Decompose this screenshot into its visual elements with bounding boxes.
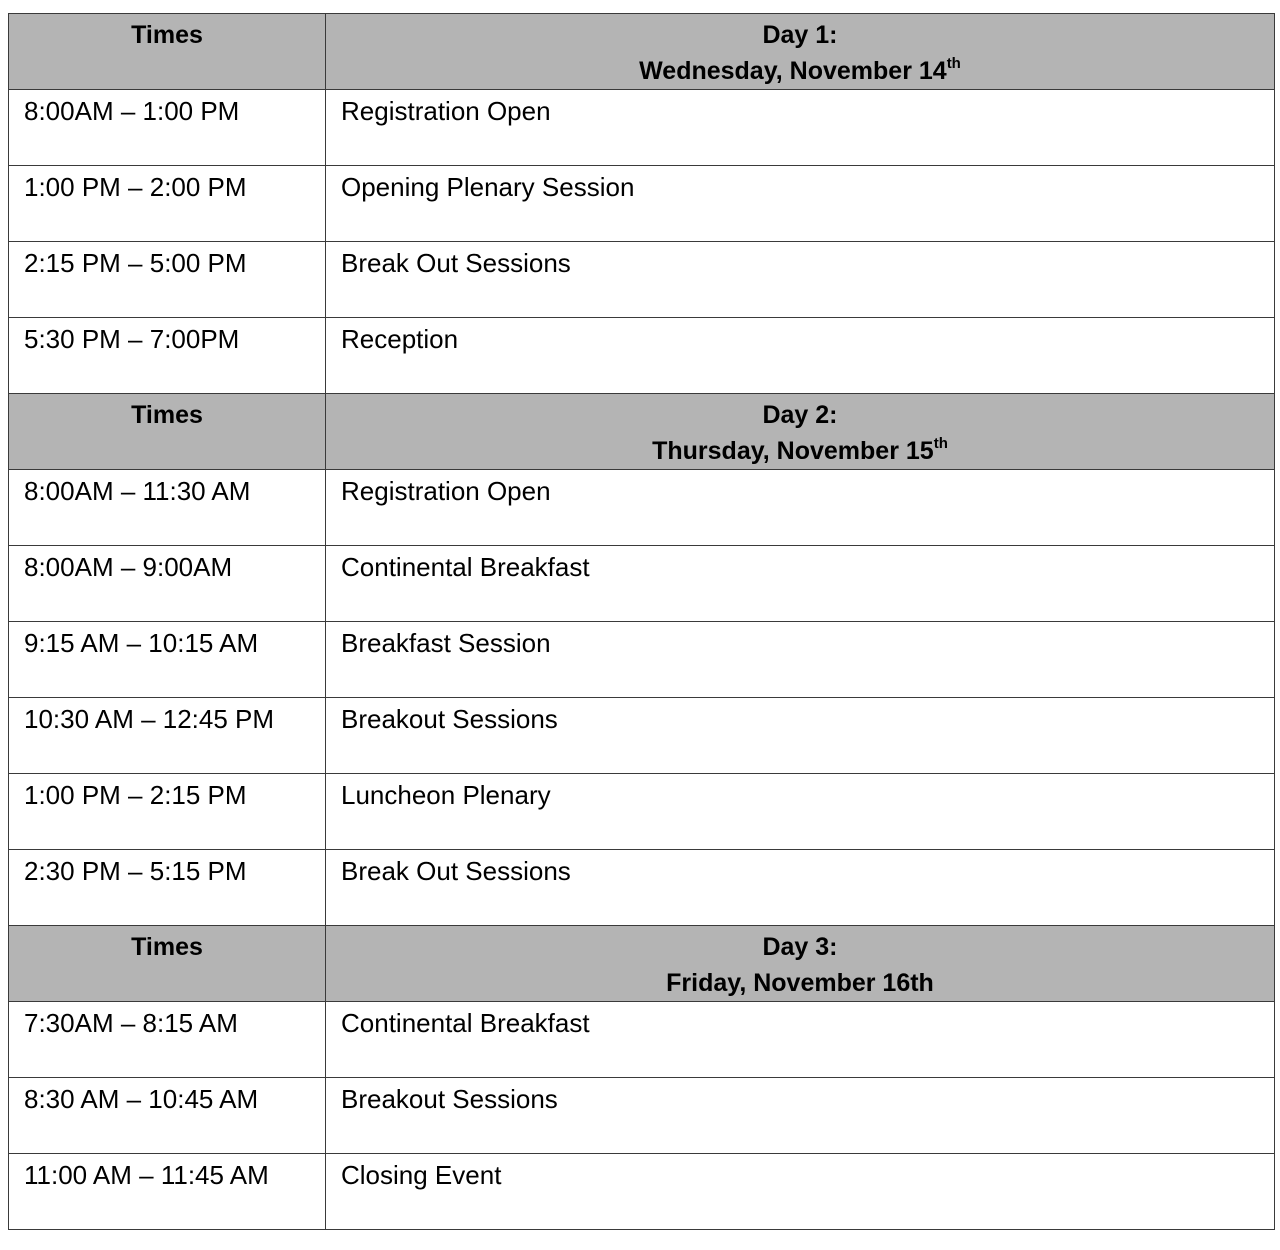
event-cell: Breakout Sessions [326,1078,1275,1154]
day-label: Day 2: [762,401,838,429]
day-header-row [9,14,1275,90]
schedule-table [8,13,1275,1230]
day-date-text: Wednesday, November 14 [639,57,947,85]
schedule-row [9,698,1275,774]
schedule-row [9,1078,1275,1154]
day-date [326,53,1274,89]
day-header [326,394,1275,470]
time-cell: 8:30 AM – 10:45 AM [9,1078,326,1154]
time-cell: 7:30AM – 8:15 AM [9,1002,326,1078]
day-date-text: Friday, November 16th [666,969,934,997]
schedule-row [9,774,1275,850]
schedule-row [9,90,1275,166]
schedule-row [9,622,1275,698]
day-header-row [9,926,1275,1002]
time-cell: 8:00AM – 9:00AM [9,546,326,622]
time-cell: 8:00AM – 11:30 AM [9,470,326,546]
event-cell: Continental Breakfast [326,546,1275,622]
event-cell: Closing Event [326,1154,1275,1230]
time-cell: 9:15 AM – 10:15 AM [9,622,326,698]
day-date-suffix: th [933,434,948,452]
event-cell: Reception [326,318,1275,394]
event-cell: Continental Breakfast [326,1002,1275,1078]
schedule-row [9,850,1275,926]
time-cell: 2:15 PM – 5:00 PM [9,242,326,318]
time-cell: 11:00 AM – 11:45 AM [9,1154,326,1230]
schedule-row [9,242,1275,318]
day-date [326,965,1274,1001]
schedule-row [9,318,1275,394]
event-cell: Breakfast Session [326,622,1275,698]
schedule-row [9,1154,1275,1230]
event-cell: Breakout Sessions [326,698,1275,774]
schedule-row [9,470,1275,546]
time-cell: 2:30 PM – 5:15 PM [9,850,326,926]
event-cell: Registration Open [326,90,1275,166]
event-cell: Opening Plenary Session [326,166,1275,242]
time-cell: 8:00AM – 1:00 PM [9,90,326,166]
times-header: Times [9,14,326,90]
times-header: Times [9,926,326,1002]
time-cell: 1:00 PM – 2:15 PM [9,774,326,850]
day-label: Day 1: [762,21,838,49]
times-header: Times [9,394,326,470]
day-header [326,14,1275,90]
day-label: Day 3: [762,933,838,961]
event-cell: Break Out Sessions [326,850,1275,926]
schedule-row [9,546,1275,622]
time-cell: 1:00 PM – 2:00 PM [9,166,326,242]
time-cell: 10:30 AM – 12:45 PM [9,698,326,774]
day-date-text: Thursday, November 15 [652,437,934,465]
event-cell: Break Out Sessions [326,242,1275,318]
day-date-suffix: th [946,54,961,72]
day-header-row [9,394,1275,470]
day-header [326,926,1275,1002]
schedule-row [9,1002,1275,1078]
schedule-row [9,166,1275,242]
event-cell: Registration Open [326,470,1275,546]
event-cell: Luncheon Plenary [326,774,1275,850]
time-cell: 5:30 PM – 7:00PM [9,318,326,394]
day-date [326,433,1274,469]
